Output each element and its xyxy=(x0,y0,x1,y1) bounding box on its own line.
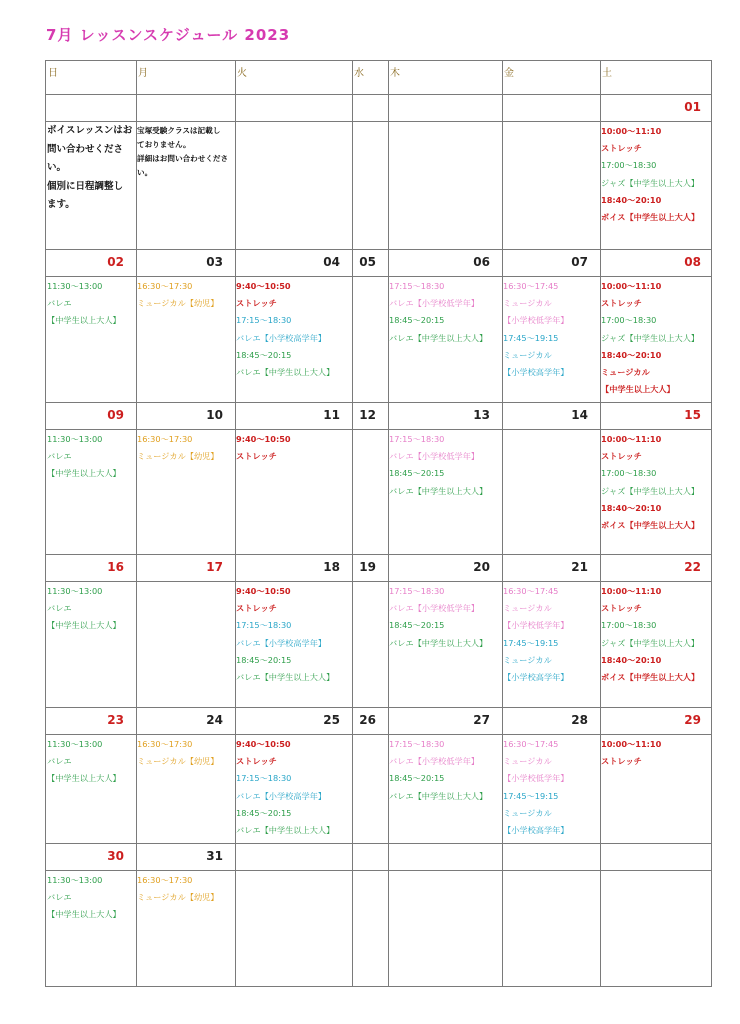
event-line: バレエ xyxy=(47,756,72,767)
event-line: 【中学生以上大人】 xyxy=(601,384,675,395)
event-block xyxy=(503,583,569,686)
event-line: 【小学校高学年】 xyxy=(503,366,569,377)
weekday-label: 日 xyxy=(48,68,58,79)
event-line: 9:40〜10:50 xyxy=(236,586,291,596)
event-block xyxy=(601,736,661,770)
event-line: 16:30〜17:30 xyxy=(137,875,193,885)
event-line: バレエ xyxy=(47,603,72,614)
takarazuka-note: 宝塚受験クラスは記載し ておりません。 詳細はお問い合わせくださ い。 xyxy=(137,126,229,177)
event-block xyxy=(389,583,487,652)
event-line: 10:00〜11:10 xyxy=(601,281,662,291)
event-block xyxy=(601,123,699,226)
weekday-label: 水 xyxy=(354,68,364,79)
event-line: ミュージカル xyxy=(503,654,552,665)
event-line: バレエ xyxy=(47,298,72,309)
date-number: 13 xyxy=(473,408,490,422)
row-divider xyxy=(46,554,711,555)
event-block xyxy=(47,278,121,330)
event-line: 10:00〜11:10 xyxy=(601,739,662,749)
date-number: 22 xyxy=(684,560,701,574)
date-number: 17 xyxy=(206,560,223,574)
event-line: ストレッチ xyxy=(601,298,642,309)
event-line: 17:00〜18:30 xyxy=(601,160,657,171)
event-line: バレエ【中学生以上大人】 xyxy=(389,485,488,496)
date-number: 04 xyxy=(323,255,340,269)
event-line: ミュージカル【幼児】 xyxy=(137,451,219,462)
event-line: バレエ【中学生以上大人】 xyxy=(236,366,335,377)
row-divider xyxy=(46,429,711,430)
event-line: ミュージカル xyxy=(503,298,552,309)
date-number: 01 xyxy=(684,100,701,114)
date-number: 31 xyxy=(206,849,223,863)
date-number: 29 xyxy=(684,713,701,727)
event-line: 17:00〜18:30 xyxy=(601,620,657,631)
event-line: ミュージカル xyxy=(503,349,552,360)
weekday-label: 土 xyxy=(602,68,612,79)
event-line: 【中学生以上大人】 xyxy=(47,620,121,631)
event-line: 11:30〜13:00 xyxy=(47,281,103,291)
date-number: 11 xyxy=(323,408,340,422)
date-number: 18 xyxy=(323,560,340,574)
voice-lesson-note: ボイスレッスンはお 問い合わせくださ い。 個別に日程調整し ます。 xyxy=(47,125,133,210)
event-block xyxy=(601,583,699,686)
event-block xyxy=(236,736,334,839)
row-divider xyxy=(46,707,711,708)
event-line: 17:15〜18:30 xyxy=(389,281,445,291)
event-line: バレエ xyxy=(47,451,72,462)
event-line: 17:15〜18:30 xyxy=(236,773,292,784)
date-number: 20 xyxy=(473,560,490,574)
event-line: ストレッチ xyxy=(601,756,642,767)
event-line: 11:30〜13:00 xyxy=(47,739,103,749)
event-line: バレエ【小学校高学年】 xyxy=(236,332,327,343)
date-number: 10 xyxy=(206,408,223,422)
event-line: ミュージカル xyxy=(503,807,552,818)
calendar-grid xyxy=(45,60,712,987)
event-block xyxy=(503,736,569,839)
event-line: ストレッチ xyxy=(601,143,642,154)
row-divider xyxy=(46,276,711,277)
date-number: 14 xyxy=(571,408,588,422)
event-block xyxy=(47,872,121,924)
event-line: 10:00〜11:10 xyxy=(601,586,662,596)
date-number: 27 xyxy=(473,713,490,727)
event-block xyxy=(389,736,487,805)
event-line: バレエ【小学校高学年】 xyxy=(236,790,327,801)
event-line: ジャズ【中学生以上大人】 xyxy=(601,637,700,648)
date-number: 28 xyxy=(571,713,588,727)
event-block xyxy=(236,583,334,686)
event-line: 11:30〜13:00 xyxy=(47,875,103,885)
event-line: 10:00〜11:10 xyxy=(601,434,662,444)
row-divider xyxy=(46,402,711,403)
event-block xyxy=(601,278,699,398)
date-number: 06 xyxy=(473,255,490,269)
event-line: 18:45〜20:15 xyxy=(236,349,292,360)
event-line: 17:15〜18:30 xyxy=(389,739,445,749)
row-divider xyxy=(46,870,711,871)
event-line: 17:15〜18:30 xyxy=(389,434,445,444)
event-line: バレエ【小学校低学年】 xyxy=(389,756,480,767)
event-line: ボイス【中学生以上大人】 xyxy=(601,211,700,222)
event-line: 【小学校高学年】 xyxy=(503,671,569,682)
event-line: 18:40〜20:10 xyxy=(601,654,662,665)
event-line: ストレッチ xyxy=(236,756,277,767)
event-block xyxy=(503,278,569,381)
row-divider xyxy=(46,121,711,122)
weekday-label: 火 xyxy=(237,68,247,79)
event-line: ストレッチ xyxy=(236,603,277,614)
event-line: 【小学校低学年】 xyxy=(503,620,569,631)
event-line: ミュージカル xyxy=(503,603,552,614)
event-line: ジャズ【中学生以上大人】 xyxy=(601,485,700,496)
column-divider xyxy=(388,61,389,986)
event-block xyxy=(236,278,334,381)
row-divider xyxy=(46,581,711,582)
event-line: 17:45〜19:15 xyxy=(503,637,559,648)
event-block xyxy=(137,278,219,312)
event-line: 【小学校低学年】 xyxy=(503,773,569,784)
event-line: バレエ【中学生以上大人】 xyxy=(389,637,488,648)
event-line: 16:30〜17:30 xyxy=(137,434,193,444)
date-number: 19 xyxy=(359,560,376,574)
column-divider xyxy=(136,61,137,986)
date-number: 21 xyxy=(571,560,588,574)
row-divider xyxy=(46,94,711,95)
event-line: 9:40〜10:50 xyxy=(236,281,291,291)
date-number: 02 xyxy=(107,255,124,269)
event-block xyxy=(47,583,121,635)
event-block xyxy=(389,431,487,500)
event-line: 11:30〜13:00 xyxy=(47,434,103,444)
event-line: バレエ【中学生以上大人】 xyxy=(389,790,488,801)
event-line: ボイス【中学生以上大人】 xyxy=(601,519,700,530)
weekday-label: 木 xyxy=(390,68,400,79)
event-line: 10:00〜11:10 xyxy=(601,126,662,136)
event-line: ミュージカル xyxy=(601,366,650,377)
event-line: 17:45〜19:15 xyxy=(503,332,559,343)
event-line: バレエ【小学校低学年】 xyxy=(389,298,480,309)
event-line: ストレッチ xyxy=(236,298,277,309)
event-block xyxy=(601,431,699,534)
event-line: 18:45〜20:15 xyxy=(236,654,292,665)
event-line: 18:40〜20:10 xyxy=(601,349,662,360)
date-number: 05 xyxy=(359,255,376,269)
date-number: 03 xyxy=(206,255,223,269)
event-line: 18:45〜20:15 xyxy=(389,620,445,631)
event-block xyxy=(137,431,219,465)
event-line: 9:40〜10:50 xyxy=(236,434,291,444)
date-number: 16 xyxy=(107,560,124,574)
date-number: 24 xyxy=(206,713,223,727)
event-line: ジャズ【中学生以上大人】 xyxy=(601,177,700,188)
event-line: ミュージカル xyxy=(503,756,552,767)
event-line: バレエ【小学校低学年】 xyxy=(389,603,480,614)
date-number: 15 xyxy=(684,408,701,422)
event-line: 11:30〜13:00 xyxy=(47,586,103,596)
column-divider xyxy=(352,61,353,986)
date-number: 07 xyxy=(571,255,588,269)
event-line: 【中学生以上大人】 xyxy=(47,909,121,920)
event-line: ミュージカル【幼児】 xyxy=(137,892,219,903)
event-block xyxy=(47,736,121,788)
event-line: ストレッチ xyxy=(601,451,642,462)
event-line: ストレッチ xyxy=(236,451,277,462)
event-line: 16:30〜17:30 xyxy=(137,739,193,749)
row-divider xyxy=(46,843,711,844)
event-line: 【中学生以上大人】 xyxy=(47,773,121,784)
event-line: 18:40〜20:10 xyxy=(601,194,662,205)
date-number: 12 xyxy=(359,408,376,422)
event-line: バレエ xyxy=(47,892,72,903)
date-number: 30 xyxy=(107,849,124,863)
event-line: 9:40〜10:50 xyxy=(236,739,291,749)
event-block xyxy=(236,431,291,465)
event-line: 【小学校高学年】 xyxy=(503,824,569,835)
date-number: 25 xyxy=(323,713,340,727)
event-line: 16:30〜17:45 xyxy=(503,281,559,291)
event-line: 18:45〜20:15 xyxy=(389,468,445,479)
event-line: 17:15〜18:30 xyxy=(236,315,292,326)
weekday-label: 金 xyxy=(504,68,514,79)
event-line: バレエ【小学校低学年】 xyxy=(389,451,480,462)
event-line: 【小学校低学年】 xyxy=(503,315,569,326)
page-title: 7月 レッスンスケジュール 2023 xyxy=(46,26,291,44)
event-line: ミュージカル【幼児】 xyxy=(137,298,219,309)
column-divider xyxy=(502,61,503,986)
date-number: 26 xyxy=(359,713,376,727)
event-line: 18:45〜20:15 xyxy=(389,315,445,326)
event-line: 18:45〜20:15 xyxy=(236,807,292,818)
event-block xyxy=(137,872,219,906)
event-block xyxy=(137,736,219,770)
event-block xyxy=(47,431,121,483)
event-line: 16:30〜17:45 xyxy=(503,586,559,596)
date-number: 23 xyxy=(107,713,124,727)
event-line: 17:15〜18:30 xyxy=(236,620,292,631)
event-line: バレエ【小学校高学年】 xyxy=(236,637,327,648)
date-number: 09 xyxy=(107,408,124,422)
event-line: 17:00〜18:30 xyxy=(601,468,657,479)
event-line: 16:30〜17:45 xyxy=(503,739,559,749)
event-line: ミュージカル【幼児】 xyxy=(137,756,219,767)
event-line: バレエ【中学生以上大人】 xyxy=(389,332,488,343)
event-line: ボイス【中学生以上大人】 xyxy=(601,671,700,682)
event-line: ジャズ【中学生以上大人】 xyxy=(601,332,700,343)
event-line: 16:30〜17:30 xyxy=(137,281,193,291)
row-divider xyxy=(46,734,711,735)
column-divider xyxy=(235,61,236,986)
weekday-label: 月 xyxy=(138,68,148,79)
date-number: 08 xyxy=(684,255,701,269)
row-divider xyxy=(46,249,711,250)
event-line: 17:15〜18:30 xyxy=(389,586,445,596)
event-line: 18:45〜20:15 xyxy=(389,773,445,784)
event-line: ストレッチ xyxy=(601,603,642,614)
event-line: 【中学生以上大人】 xyxy=(47,468,121,479)
event-line: 17:00〜18:30 xyxy=(601,315,657,326)
event-line: 【中学生以上大人】 xyxy=(47,315,121,326)
event-line: 18:40〜20:10 xyxy=(601,502,662,513)
event-line: バレエ【中学生以上大人】 xyxy=(236,824,335,835)
event-line: バレエ【中学生以上大人】 xyxy=(236,671,335,682)
event-block xyxy=(389,278,487,347)
event-line: 17:45〜19:15 xyxy=(503,790,559,801)
